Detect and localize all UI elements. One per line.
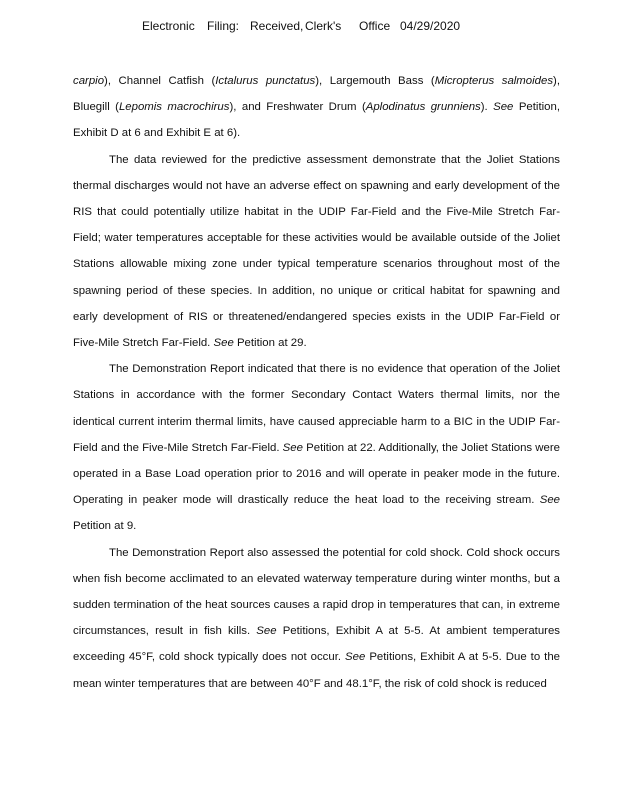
header-word-filing: Filing: — [207, 19, 240, 33]
paragraph-predictive-assessment: The data reviewed for the predictive assessment demonstrate that the Joliet Stations thermal discharges would not have an adverse effect on spawning and early development of the RIS that could potentially utilize habitat in the UDIP Far-Field and the Five-Mile Stretch Far-Field; water temperatures acceptable for these activities would be available outside of the Joliet Stations allowable mixing zone under typical temperature scenarios throughout most of the spawning period of these species. In addition, no unique or critical habitat for spawning and early development of RIS or threatened/endangered species exists in the UDIP Far-Field or Five-Mile Stretch Far-Field. See Petition at 29. — [73, 153, 560, 350]
header-date: 04/29/2020 — [400, 19, 461, 33]
document-body — [73, 68, 560, 697]
header-word-received: Received, — [250, 19, 304, 33]
header-word-clerks: Clerk's — [305, 19, 342, 33]
header-word-office: Office — [359, 19, 391, 33]
paragraph-cold-shock: The Demonstration Report also assessed the potential for cold shock. Cold shock occurs when fish become acclimated to an elevated waterway temperature during winter months, but a sudden termination of the heat sources causes a rapid drop in temperatures that can, in extreme circumstances, result in fish kills. See Petitions, Exhibit A at 5-5. At ambient temperatures exceeding 45°F, cold shock typically does not occur. See Petitions, Exhibit A at 5-5. Due to the mean winter temperatures that are between 40°F and 48.1°F, the risk of cold shock is reduced — [73, 546, 561, 690]
header-word-electronic: Electronic — [142, 19, 195, 33]
paragraph-species-list: carpio), Channel Catfish (Ictalurus punctatus), Largemouth Bass (Micropterus salmoides), Bluegill (Lepomis macrochirus), and Freshwater Drum (Aplodinatus grunniens). See Petition, Exhibit D at 6 and Exhibit E at 6). — [73, 75, 560, 140]
paragraph-demonstration-report: The Demonstration Report indicated that there is no evidence that operation of the Joliet Stations in accordance with the former Secondary Contact Waters thermal limits, nor the identical current interim thermal limits, have caused appreciable harm to a BIC in the UDIP Far-Field and the Five-Mile Stretch Far-Field. See Petition at 22. Additionally, the Joliet Stations were operated in a Base Load operation prior to 2016 and will operate in peaker mode in the future. Operating in peaker mode will drastically reduce the heat load to the receiving stream. See Petition at 9. — [73, 363, 560, 533]
